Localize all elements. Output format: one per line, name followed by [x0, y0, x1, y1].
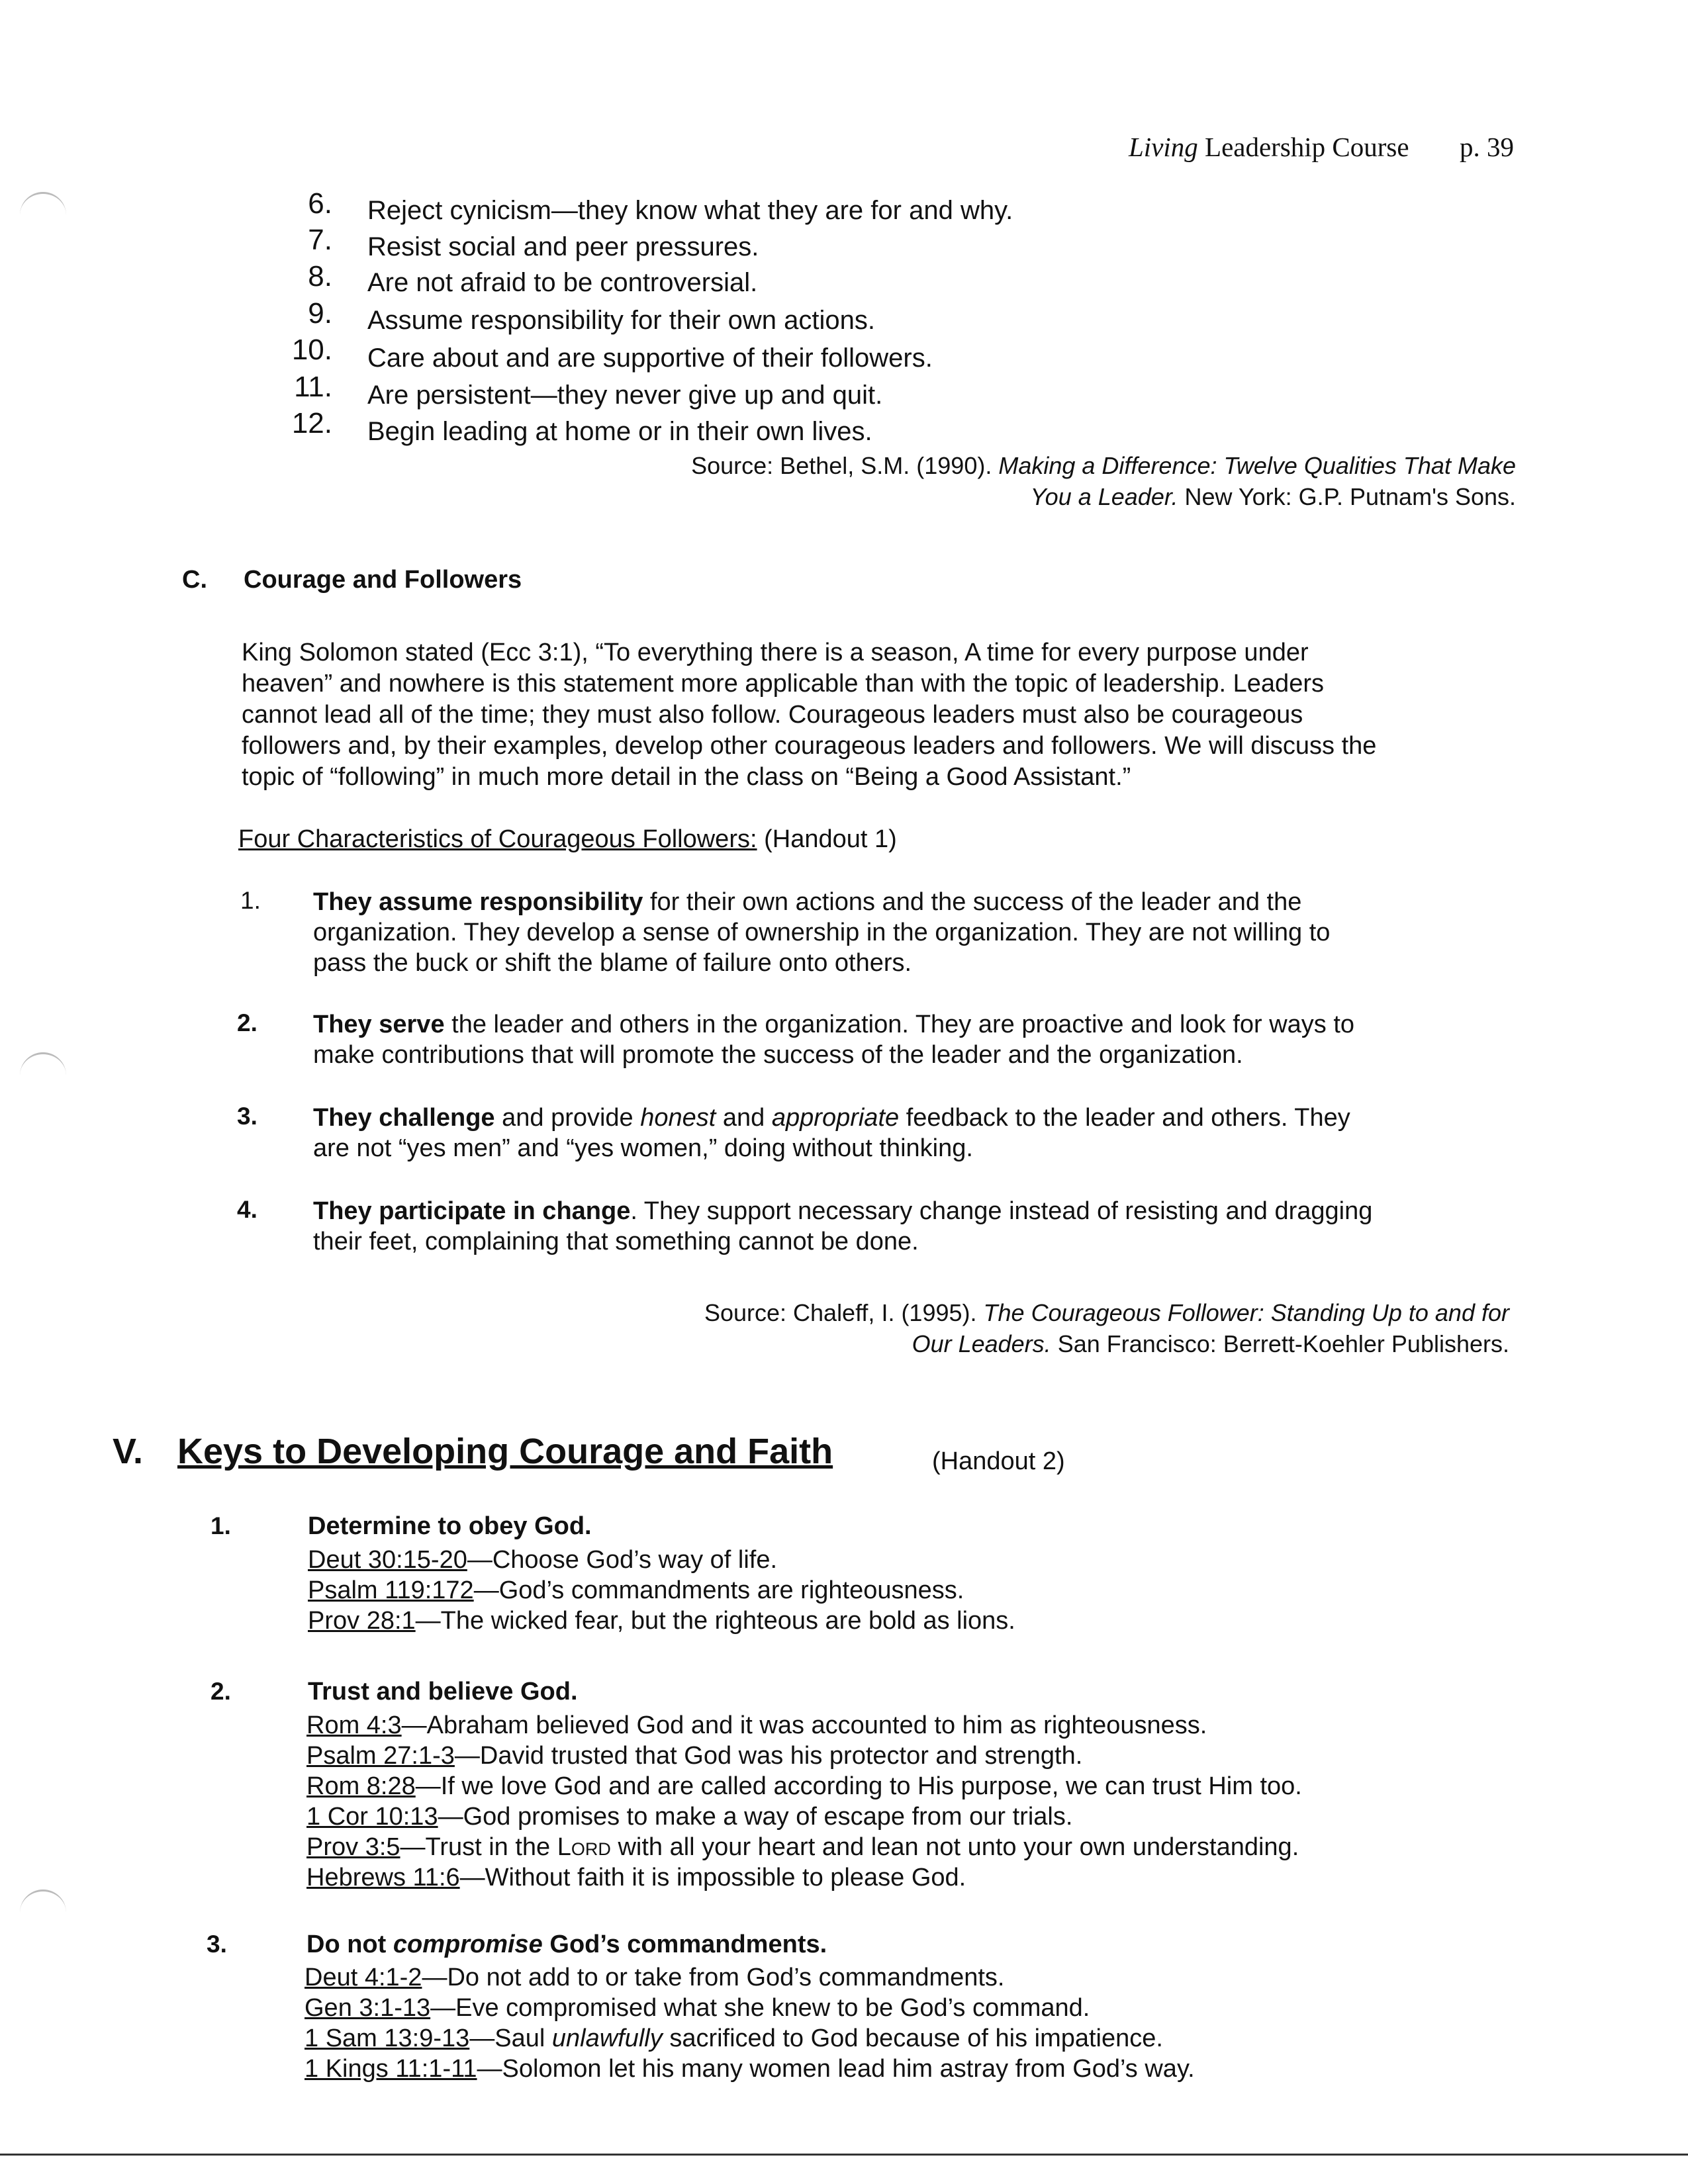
page-bottom-rule — [0, 2154, 1688, 2156]
list-item: Are persistent—they never give up and quit. — [367, 381, 883, 410]
scripture-note-smallcaps: Lord — [557, 1833, 611, 1861]
section-paragraph — [242, 637, 1376, 793]
scripture-list — [305, 1962, 1195, 2084]
scripture-item — [305, 1962, 1195, 1993]
item-text: their feet, complaining that something cannot be done. — [313, 1228, 919, 1255]
key-title-text: God’s commandments. — [542, 1931, 827, 1958]
scripture-item — [308, 1606, 1015, 1636]
scripture-ref: Rom 8:28 — [306, 1772, 416, 1800]
scripture-note: —God promises to make a way of escape from our trials. — [438, 1803, 1073, 1831]
scripture-item — [306, 1710, 1302, 1741]
key-title: Trust and believe God. — [308, 1678, 578, 1706]
item-text: pass the buck or shift the blame of failure onto others. — [313, 949, 912, 977]
scripture-list — [306, 1710, 1302, 1893]
characteristic-item — [313, 887, 1630, 978]
list-item: Assume responsibility for their own actions. — [367, 306, 875, 335]
scripture-item — [305, 1993, 1195, 2023]
item-text: and provide — [494, 1104, 641, 1132]
page-number: p. 39 — [1460, 132, 1514, 162]
item-lead: They challenge — [313, 1104, 495, 1132]
scripture-ref: Psalm 27:1-3 — [306, 1742, 455, 1770]
item-number: 4. — [237, 1196, 258, 1223]
running-header — [1129, 131, 1409, 163]
item-text: are not “yes men” and “yes women,” doing without thinking. — [313, 1134, 973, 1162]
list-number: 11. — [294, 371, 332, 403]
scripture-note: —Saul — [469, 2025, 552, 2052]
key-number: 3. — [207, 1931, 227, 1958]
course-name: Leadership Course — [1197, 132, 1409, 162]
list-item: Resist social and peer pressures. — [367, 232, 759, 261]
item-text: for their own actions and the success of the leader and the — [643, 888, 1302, 916]
characteristic-item — [313, 1009, 1630, 1070]
section-title: Courage and Followers — [244, 566, 522, 594]
list-number: 7. — [308, 224, 332, 256]
handout-label: (Handout 1) — [764, 825, 897, 853]
binder-hole-mark — [20, 192, 66, 220]
scripture-note: —Choose God’s way of life. — [467, 1546, 778, 1574]
paragraph-line: King Solomon stated (Ecc 3:1), “To everything there is a season, A time for every purpose under — [242, 639, 1309, 666]
list-number: 9. — [308, 297, 332, 330]
scripture-ref: 1 Cor 10:13 — [306, 1803, 438, 1831]
scripture-note: —God’s commandments are righteousness. — [473, 1576, 964, 1604]
scripture-ref: 1 Kings 11:1-11 — [305, 2055, 477, 2083]
source-prefix: Source: Bethel, S.M. (1990). — [691, 452, 992, 479]
scripture-note: —Abraham believed God and it was accounted to him as righteousness. — [401, 1711, 1207, 1739]
source-citation — [691, 450, 1516, 512]
list-number: 12. — [291, 407, 332, 439]
scripture-note: —Eve compromised what she knew to be God’s command. — [430, 1994, 1090, 2022]
source-title: You a Leader. — [1030, 483, 1178, 510]
scripture-note: —Trust in the — [400, 1833, 557, 1861]
scripture-ref: Deut 30:15-20 — [308, 1546, 467, 1574]
scripture-ref: Prov 3:5 — [306, 1833, 400, 1861]
scripture-ref: Hebrews 11:6 — [306, 1864, 460, 1891]
scripture-ref: Deut 4:1-2 — [305, 1964, 422, 1991]
item-text: the leader and others in the organization. They are proactive and look for ways to — [444, 1011, 1355, 1038]
scripture-ref: Gen 3:1-13 — [305, 1994, 431, 2022]
scripture-list — [308, 1545, 1015, 1636]
scripture-item — [306, 1771, 1302, 1801]
scripture-item — [305, 2023, 1195, 2054]
scripture-ref: Prov 28:1 — [308, 1607, 416, 1635]
source-title: The Courageous Follower: Standing Up to and for — [983, 1299, 1509, 1326]
binder-hole-mark — [20, 1889, 66, 1918]
handout-label: (Handout 2) — [932, 1447, 1065, 1475]
item-text: . They support necessary change instead of resisting and dragging — [630, 1197, 1373, 1225]
item-text: feedback to the leader and others. They — [899, 1104, 1350, 1132]
source-title: Our Leaders. — [912, 1330, 1051, 1357]
scripture-note-emphasis: unlawfully — [551, 2025, 663, 2052]
scripture-item — [308, 1545, 1015, 1575]
source-prefix: Source: Chaleff, I. (1995). — [704, 1299, 977, 1326]
key-number: 1. — [211, 1512, 231, 1539]
scripture-ref: Rom 4:3 — [306, 1711, 402, 1739]
list-number: 6. — [308, 187, 332, 220]
paragraph-line: topic of “following” in much more detail in the class on “Being a Good Assistant.” — [242, 763, 1131, 791]
list-item: Are not afraid to be controversial. — [367, 268, 758, 297]
list-number: 10. — [291, 334, 332, 366]
list-item: Reject cynicism—they know what they are for and why. — [367, 196, 1013, 225]
key-number: 2. — [211, 1678, 231, 1705]
item-number: 1. — [240, 887, 261, 914]
binder-hole-mark — [20, 1052, 66, 1081]
scripture-item — [306, 1801, 1302, 1832]
key-title-text: Do not — [306, 1931, 393, 1958]
key-title: Determine to obey God. — [308, 1512, 592, 1540]
paragraph-line: cannot lead all of the time; they must also follow. Courageous leaders must also be courageous — [242, 701, 1303, 729]
scripture-item — [305, 2054, 1195, 2084]
item-lead: They assume responsibility — [313, 888, 643, 916]
scripture-note: —David trusted that God was his protector and strength. — [454, 1742, 1083, 1770]
item-text: organization. They develop a sense of ownership in the organization. They are not willing to — [313, 919, 1331, 946]
course-name-italic: Living — [1129, 132, 1198, 162]
item-lead: They participate in change — [313, 1197, 631, 1225]
scripture-note: —If we love God and are called according to His purpose, we can trust Him too. — [415, 1772, 1302, 1800]
section-letter: C. — [182, 566, 207, 594]
item-emphasis: honest — [640, 1104, 716, 1132]
source-citation — [704, 1297, 1509, 1359]
list-item: Begin leading at home or in their own lives. — [367, 417, 872, 446]
item-lead: They serve — [313, 1011, 445, 1038]
scripture-item — [306, 1741, 1302, 1771]
characteristics-heading-text: Four Characteristics of Courageous Followers: — [238, 825, 757, 853]
characteristic-item — [313, 1103, 1630, 1163]
scripture-note: —Do not add to or take from God’s commandments. — [422, 1964, 1005, 1991]
scripture-note: —Without faith it is impossible to please God. — [459, 1864, 966, 1891]
scripture-item — [306, 1862, 1302, 1893]
scripture-item — [306, 1832, 1302, 1862]
scripture-note: with all your heart and lean not unto your own understanding. — [610, 1833, 1299, 1861]
scripture-item — [308, 1575, 1015, 1606]
item-text: make contributions that will promote the success of the leader and the organization. — [313, 1041, 1243, 1069]
source-publisher: San Francisco: Berrett-Koehler Publishers. — [1057, 1330, 1509, 1357]
scripture-ref: 1 Sam 13:9-13 — [305, 2025, 470, 2052]
scripture-ref: Psalm 119:172 — [308, 1576, 474, 1604]
item-emphasis: appropriate — [771, 1104, 900, 1132]
item-number: 3. — [237, 1103, 258, 1130]
source-title: Making a Difference: Twelve Qualities That Make — [998, 452, 1516, 479]
section-heading: Keys to Developing Courage and Faith — [177, 1432, 833, 1471]
scripture-note: —Solomon let his many women lead him astray from God’s way. — [477, 2055, 1195, 2083]
scripture-note: sacrificed to God because of his impatience. — [662, 2025, 1163, 2052]
paragraph-line: heaven” and nowhere is this statement more applicable than with the topic of leadership. Leaders — [242, 670, 1324, 698]
section-numeral: V. — [113, 1432, 144, 1471]
source-publisher: New York: G.P. Putnam's Sons. — [1184, 483, 1516, 510]
item-text: and — [716, 1104, 772, 1132]
key-title-emphasis: compromise — [393, 1931, 543, 1958]
key-title — [306, 1931, 827, 1959]
list-item: Care about and are supportive of their followers. — [367, 343, 933, 373]
scripture-note: —The wicked fear, but the righteous are bold as lions. — [415, 1607, 1015, 1635]
item-number: 2. — [237, 1009, 258, 1036]
paragraph-line: followers and, by their examples, develop other courageous leaders and followers. We will discuss the — [242, 732, 1377, 760]
characteristics-heading — [238, 824, 897, 855]
characteristic-item — [313, 1196, 1630, 1257]
list-number: 8. — [308, 260, 332, 293]
